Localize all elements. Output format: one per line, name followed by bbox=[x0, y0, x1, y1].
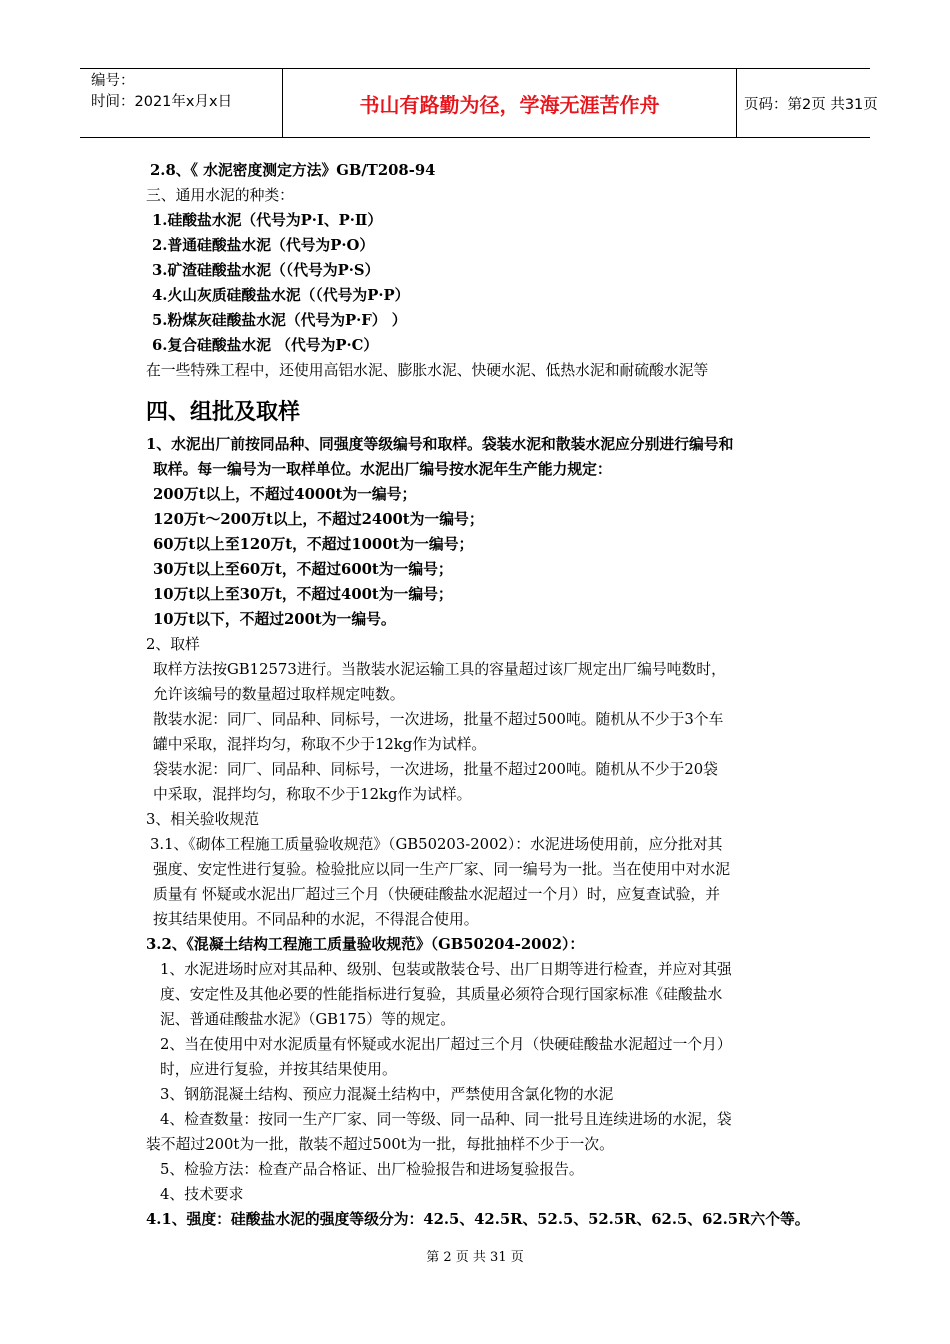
text-line: 2、当在使用中对水泥质量有怀疑或水泥出厂超过三个月（快硬硅酸盐水泥超过一个月） bbox=[160, 1036, 732, 1053]
text-line: 1、水泥出厂前按同品种、同强度等级编号和取样。袋装水泥和散装水泥应分别进行编号和 bbox=[146, 436, 734, 453]
text-line: 1、水泥进场时应对其品种、级别、包装或散装仓号、出厂日期等进行检查，并应对其强 bbox=[160, 961, 732, 978]
text-line: 强度、安定性进行复验。检验批应以同一生产厂家、同一编号为一批。当在使用中对水泥 bbox=[153, 861, 731, 878]
text-line: 1.硅酸盐水泥（代号为P·Ⅰ、P·Ⅱ） bbox=[152, 212, 383, 229]
header-page-info: 页码：第2页 共31页 bbox=[744, 96, 878, 113]
text-line: 中采取，混拌均匀，称取不少于12kg作为试样。 bbox=[153, 786, 472, 803]
text-line: 5.粉煤灰硅酸盐水泥（代号为P·F） ） bbox=[152, 312, 407, 329]
text-line: 允许该编号的数量超过取样规定吨数。 bbox=[153, 686, 405, 703]
text-line: 质量有 怀疑或水泥出厂超过三个月（快硬硅酸盐水泥超过一个月）时，应复查试验，并 bbox=[153, 886, 720, 903]
section-heading: 四、组批及取样 bbox=[146, 399, 301, 425]
text-line: 时，应进行复验，并按其结果使用。 bbox=[160, 1061, 397, 1078]
text-line: 取样方法按GB12573进行。当散装水泥运输工具的容量超过该厂规定出厂编号吨数时， bbox=[153, 661, 726, 678]
text-line: 在一些特殊工程中，还使用高铝水泥、膨胀水泥、快硬水泥、低热水泥和耐硫酸水泥等 bbox=[146, 362, 709, 379]
text-line: 2.普通硅酸盐水泥（代号为P·O） bbox=[152, 237, 375, 254]
header-meta bbox=[80, 69, 282, 137]
text-line: 取样。每一编号为一取样单位。水泥出厂编号按水泥年生产能力规定： bbox=[153, 461, 612, 478]
text-line: 3.1、《砌体工程施工质量验收规范》（GB50203-2002）：水泥进场使用前，应分批对其 bbox=[150, 836, 723, 853]
text-line: 装不超过200t为一批，散装不超过500t为一批，每批抽样不少于一次。 bbox=[146, 1136, 614, 1153]
text-line: 60万t以上至120万t，不超过1000t为一编号； bbox=[153, 536, 474, 553]
text-line: 4、技术要求 bbox=[160, 1186, 244, 1203]
doc-number: 编号： bbox=[91, 73, 135, 89]
page-header bbox=[80, 68, 878, 138]
header-motto: 书山有路勤为径，学海无涯苦作舟 bbox=[282, 69, 737, 137]
text-line: 4.火山灰质硅酸盐水泥（（代号为P·P） bbox=[152, 287, 410, 304]
text-line: 200万t以上，不超过4000t为一编号； bbox=[153, 486, 417, 503]
text-line: 10万t以上至30万t，不超过400t为一编号； bbox=[153, 586, 453, 603]
text-line: 2.8、《 水泥密度测定方法》GB/T208-94 bbox=[150, 162, 436, 179]
text-line: 度、安定性及其他必要的性能指标进行复验，其质量必须符合现行国家标准《硅酸盐水 bbox=[160, 986, 723, 1003]
text-line: 3、钢筋混凝土结构、预应力混凝土结构中，严禁使用含氯化物的水泥 bbox=[160, 1086, 614, 1103]
text-line: 袋装水泥：同厂、同品种、同标号，一次进场，批量不超过200吨。随机从不少于20袋 bbox=[153, 761, 718, 778]
doc-date: 时间：2021年x月x日 bbox=[91, 94, 233, 110]
text-line: 4、检查数量：按同一生产厂家、同一等级、同一品种、同一批号且连续进场的水泥，袋 bbox=[160, 1111, 732, 1128]
text-line: 泥、普通硅酸盐水泥》（GB175）等的规定。 bbox=[160, 1011, 456, 1028]
text-line: 10万t以下，不超过200t为一编号。 bbox=[153, 611, 396, 628]
text-line: 30万t以上至60万t，不超过600t为一编号； bbox=[153, 561, 453, 578]
text-line: 3.矿渣硅酸盐水泥（（代号为P·S） bbox=[152, 262, 380, 279]
text-line: 罐中采取，混拌均匀，称取不少于12kg作为试样。 bbox=[153, 736, 487, 753]
text-line: 3.2、《混凝土结构工程施工质量验收规范》（GB50204-2002）： bbox=[146, 936, 585, 953]
text-line: 120万t～200万t以上，不超过2400t为一编号； bbox=[153, 511, 484, 528]
text-line: 3、相关验收规范 bbox=[146, 811, 259, 828]
text-line: 三、通用水泥的种类： bbox=[146, 187, 294, 204]
text-line: 散装水泥：同厂、同品种、同标号，一次进场，批量不超过500吨。随机从不少于3个车 bbox=[153, 711, 724, 728]
text-line: 4.1、强度：硅酸盐水泥的强度等级分为：42.5、42.5R、52.5、52.5R、62.5、62.5R六个等。 bbox=[146, 1211, 810, 1228]
text-line: 按其结果使用。不同品种的水泥，不得混合使用。 bbox=[153, 911, 479, 928]
text-line: 5、检验方法：检查产品合格证、出厂检验报告和进场复验报告。 bbox=[160, 1161, 584, 1178]
text-line: 6.复合硅酸盐水泥 （代号为P·C） bbox=[152, 337, 379, 354]
page-footer: 第 2 页 共 31 页 bbox=[426, 1250, 524, 1265]
text-line: 2、取样 bbox=[146, 636, 200, 653]
